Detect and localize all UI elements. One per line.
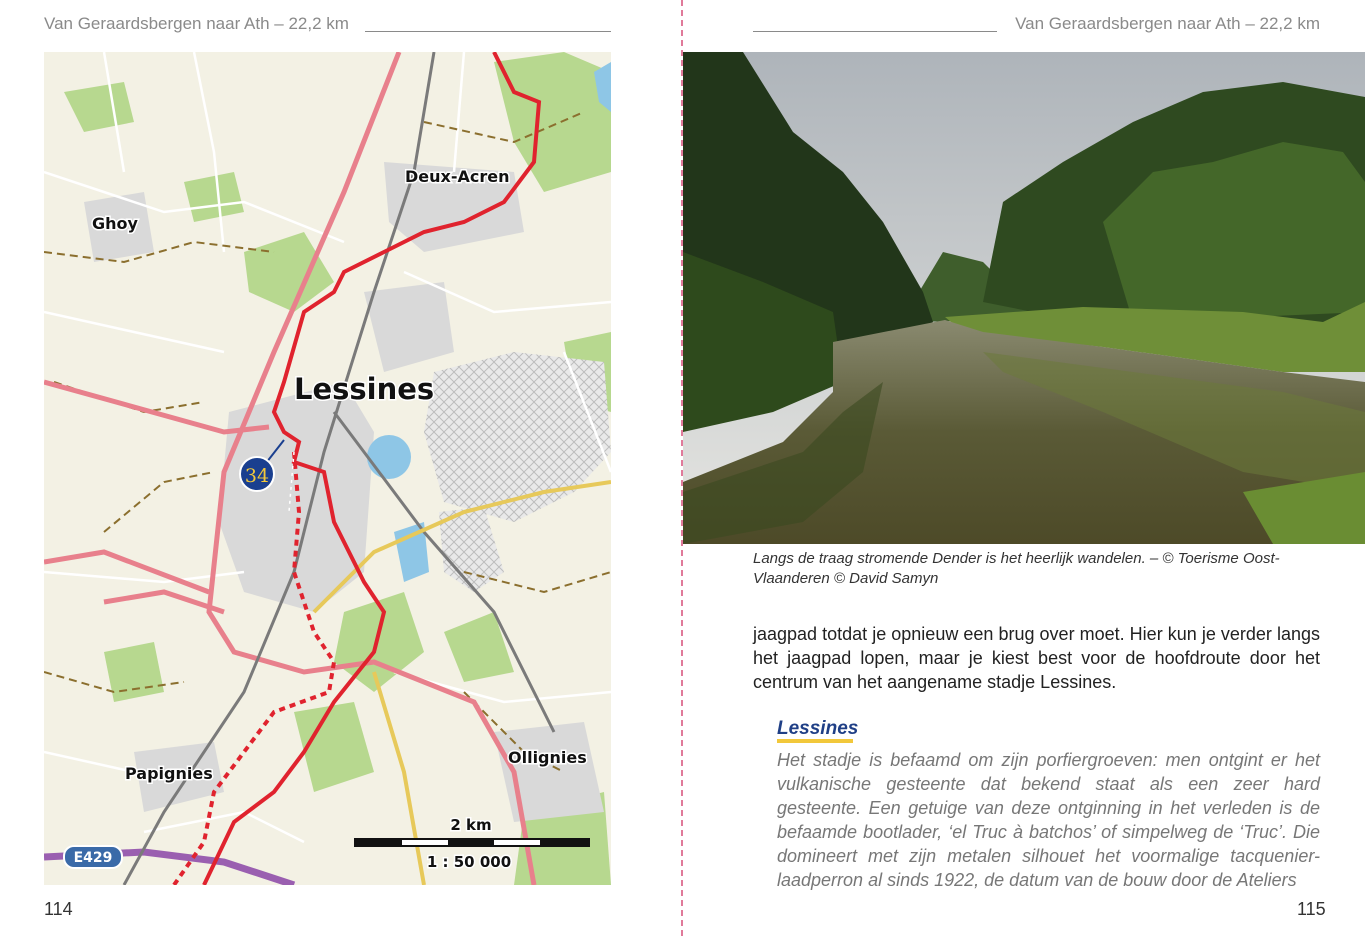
scale-ratio: 1 : 50 000 bbox=[426, 853, 512, 871]
route-map bbox=[44, 52, 611, 885]
running-head-left: Van Geraardsbergen naar Ath – 22,2 km bbox=[44, 14, 349, 33]
photo-caption: Langs de traag stromende Dender is het heerlijk wandelen. – © Toerisme Oost-Vlaanderen © David Samyn bbox=[753, 550, 1280, 587]
road-sign-e429 bbox=[64, 846, 122, 868]
header-rule-right bbox=[753, 31, 997, 32]
waypoint-number: 34 bbox=[244, 465, 270, 487]
place-lessines: Lessines bbox=[294, 372, 435, 406]
place-ghoy: Ghoy bbox=[92, 214, 138, 233]
title-highlight-bar bbox=[777, 739, 853, 743]
place-papignies: Papignies bbox=[125, 764, 213, 783]
waypoint-marker-icon bbox=[240, 457, 274, 491]
page-number-left: 114 bbox=[44, 899, 73, 919]
road-sign-label: E429 bbox=[73, 850, 113, 866]
place-deux-acren: Deux-Acren bbox=[405, 167, 510, 186]
info-box-title bbox=[777, 718, 858, 740]
header-rule-left bbox=[365, 31, 611, 32]
river-photo bbox=[683, 52, 1365, 544]
scale-distance: 2 km bbox=[450, 816, 492, 834]
info-box-text: Het stadje is befaamd om zijn porfiergroeven: men ontgint er het vulkanische gesteente dat bekend staat als een zeer hard gesteente. Een getuige van deze ontginning in het verleden is de befaamde bootlader, ‘el Truc à batchos’ of simpelweg de ‘Truc’. Die domineert met zijn metalen silhouet het voormalige tacquenier-laadperron al sinds 1922, de datum van de bouw door de Ateliers bbox=[777, 750, 1320, 890]
running-head-right: Van Geraardsbergen naar Ath – 22,2 km bbox=[1015, 14, 1320, 33]
info-box-title-text: Lessines bbox=[777, 718, 859, 739]
page-number-right: 115 bbox=[1297, 899, 1326, 919]
place-ollignies: Ollignies bbox=[508, 748, 587, 767]
body-paragraph: jaagpad totdat je opnieuw een brug over moet. Hier kun je verder langs het jaagpad lopen, maar je kiest best voor de hoofdroute door het centrum van het aangename stadje Lessines. bbox=[753, 624, 1320, 692]
